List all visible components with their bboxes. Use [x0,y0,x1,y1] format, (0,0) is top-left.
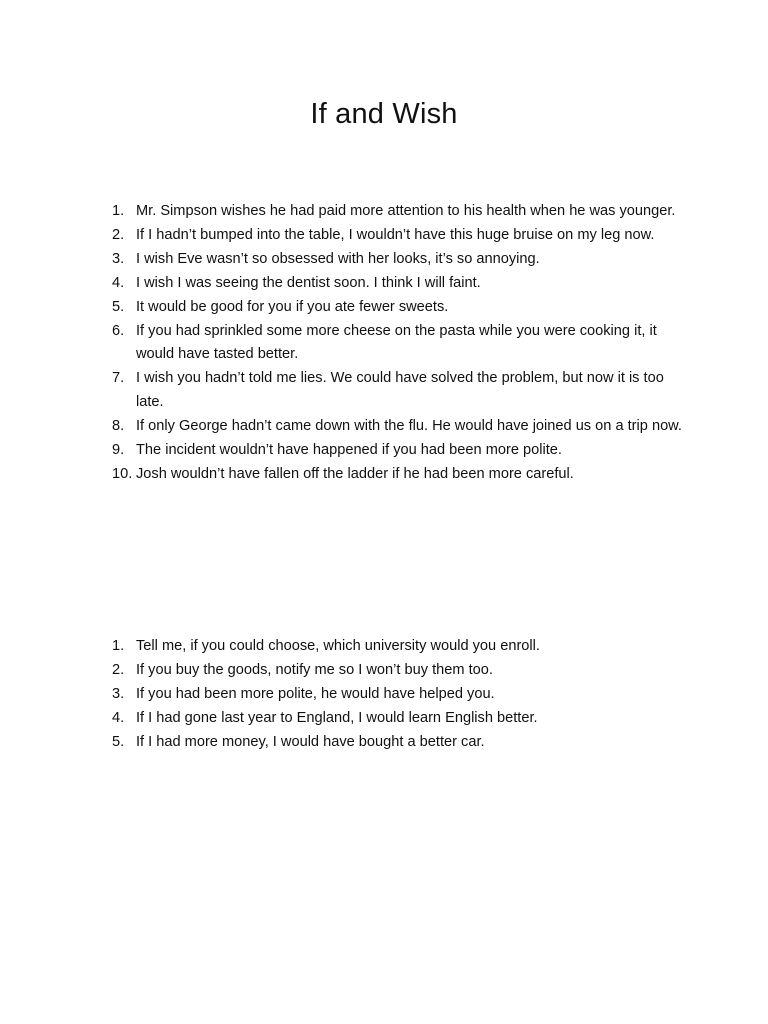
item-number: 2. [112,226,125,243]
list-item [112,224,692,248]
list-item [112,439,692,463]
item-text: If only George hadn’t came down with the flu. He would have joined us on a trip now. [136,418,682,435]
item-number: 4. [112,709,125,726]
list-item [112,463,692,487]
list-item [112,683,692,707]
item-text: The incident wouldn’t have happened if you had been more polite. [136,442,562,459]
item-text: If you had been more polite, he would have helped you. [136,685,495,702]
list-item [112,248,692,272]
item-number: 5. [112,733,125,750]
item-number: 2. [112,661,125,678]
item-number: 7. [112,370,125,387]
list-item [112,272,692,296]
item-text: I wish you hadn’t told me lies. We could have solved the problem, but now it is too late. [136,370,664,411]
item-number: 5. [112,298,125,315]
list-item [112,296,692,320]
item-number: 6. [112,322,125,339]
list-item [112,707,692,731]
item-text: Josh wouldn’t have fallen off the ladder if he had been more careful. [136,465,574,482]
item-number: 4. [112,274,125,291]
list-item [112,200,692,224]
item-text: If I had more money, I would have bought a better car. [136,733,485,750]
item-text: Mr. Simpson wishes he had paid more attention to his health when he was younger. [136,203,676,219]
item-number: 1. [112,638,125,654]
list-item [112,367,692,415]
item-number: 10. [112,465,133,482]
item-number: 9. [112,442,125,459]
item-text: Tell me, if you could choose, which university would you enroll. [136,638,540,654]
list-item [112,635,692,659]
item-text: If you had sprinkled some more cheese on the pasta while you were cooking it, it would have tasted better. [136,322,657,363]
exercise-list-1 [112,200,692,487]
list-item [112,659,692,683]
item-text: I wish Eve wasn’t so obsessed with her looks, it’s so annoying. [136,250,540,267]
list-item [112,731,692,755]
item-text: If I hadn’t bumped into the table, I wouldn’t have this huge bruise on my leg now. [136,226,655,243]
item-number: 3. [112,250,125,267]
list-item [112,320,692,368]
item-text: If you buy the goods, notify me so I won’t buy them too. [136,661,493,678]
item-number: 8. [112,418,125,435]
item-text: It would be good for you if you ate fewer sweets. [136,298,449,315]
item-text: I wish I was seeing the dentist soon. I think I will faint. [136,274,481,291]
item-text: If I had gone last year to England, I would learn English better. [136,709,538,726]
page-title: If and Wish [310,98,458,130]
exercise-list-2 [112,635,692,755]
item-number: 1. [112,203,125,219]
list-item [112,415,692,439]
item-number: 3. [112,685,125,702]
